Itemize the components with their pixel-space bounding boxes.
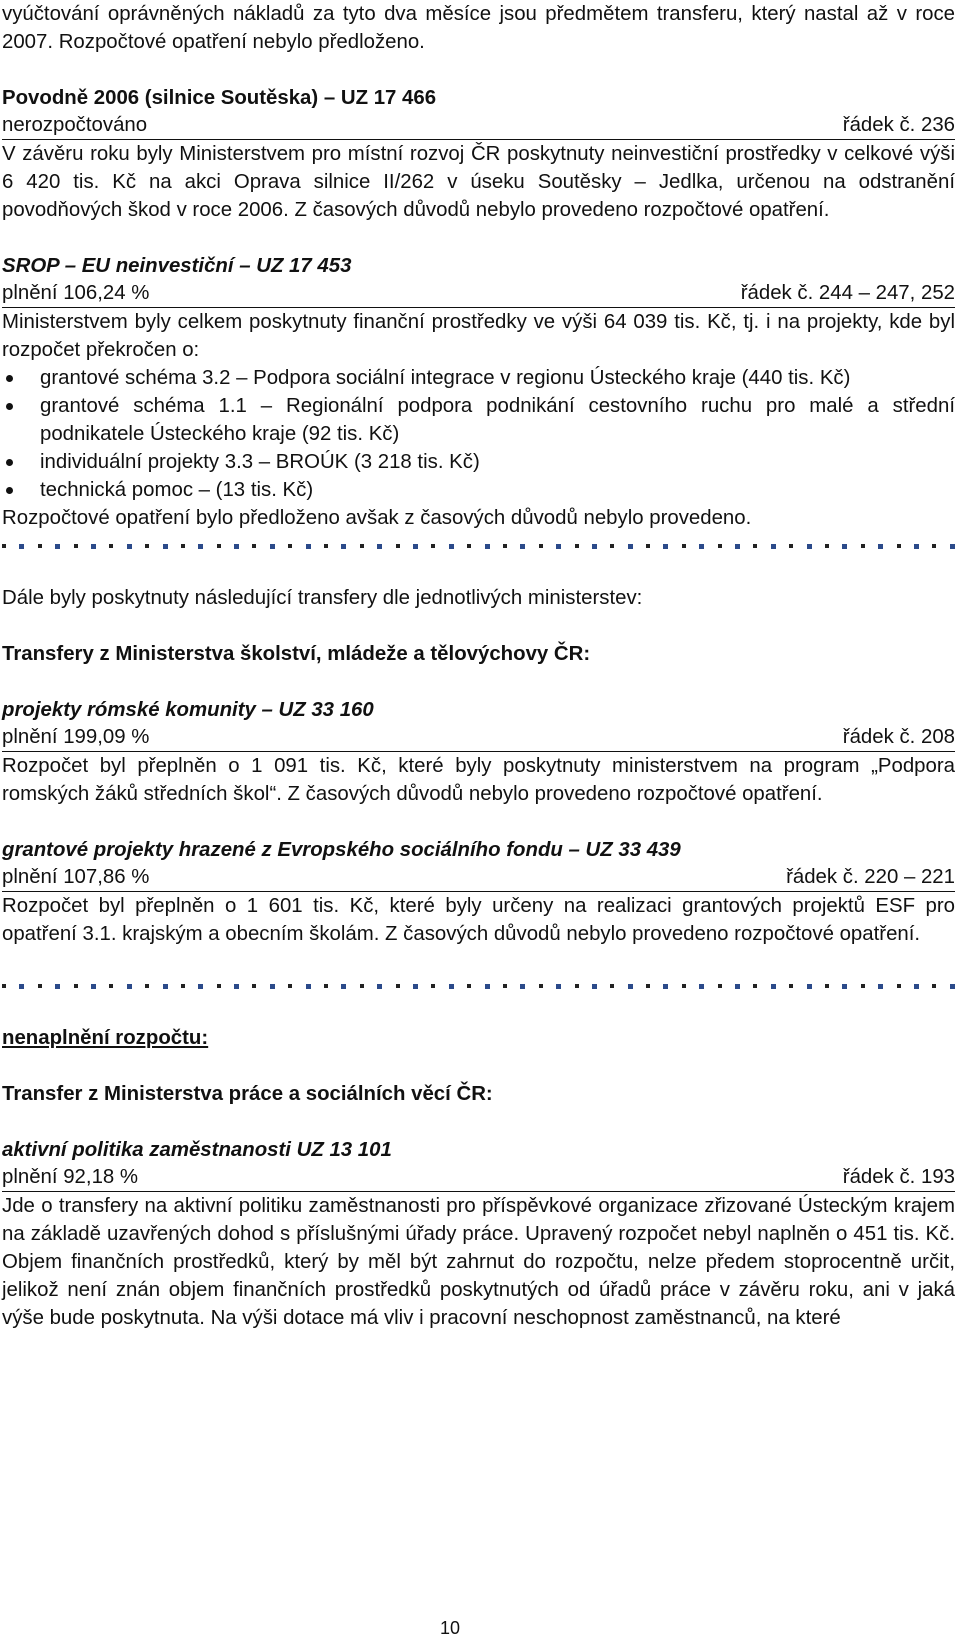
separator-dot <box>932 984 936 988</box>
separator-dot <box>217 544 221 548</box>
list-item: grantové schéma 3.2 – Podpora sociální integrace v regionu Ústeckého kraje (440 tis. Kč) <box>2 364 955 392</box>
separator-dot <box>270 544 275 549</box>
separator-dot <box>825 544 829 548</box>
separator-dot <box>288 984 292 988</box>
separator-dot <box>413 984 418 989</box>
separator-dot <box>861 544 865 548</box>
section-title-romske: projekty rómské komunity – UZ 33 160 <box>2 699 374 721</box>
section-text-srop: Ministerstvem byly celkem poskytnuty finanční prostředky ve výši 64 039 tis. Kč, tj. i na projekty, kde byl rozpočet překročen o: <box>2 311 955 361</box>
separator-dot <box>234 544 239 549</box>
separator-dot <box>771 544 776 549</box>
separator-dot <box>109 984 113 988</box>
separator-dot <box>127 984 132 989</box>
separator-dot <box>628 984 633 989</box>
separator-dot <box>324 984 328 988</box>
separator-dot <box>324 544 328 548</box>
separator-dot <box>539 984 543 988</box>
separator-dot <box>897 544 901 548</box>
list-item: grantové schéma 1.1 – Regionální podpora podnikání cestovního ruchu pro malé a střední podnikatele Ústeckého kraje (92 tis. Kč) <box>2 392 955 448</box>
separator-dot <box>252 544 256 548</box>
budget-row-ref: řádek č. 208 <box>842 726 955 748</box>
separator-dot <box>2 984 6 988</box>
dotted-separator <box>2 972 955 1000</box>
separator-dot <box>396 544 400 548</box>
separator-dot <box>91 984 96 989</box>
separator-dot <box>181 544 185 548</box>
separator-dot <box>360 984 364 988</box>
separator-dot <box>449 984 454 989</box>
separator-dot <box>556 984 561 989</box>
budget-status: nerozpočtováno <box>2 114 148 136</box>
separator-dot <box>145 984 149 988</box>
separator-dot <box>431 544 435 548</box>
separator-dot <box>38 544 42 548</box>
separator-dot <box>718 544 722 548</box>
bullet-icon <box>6 375 13 382</box>
separator-dot <box>646 544 650 548</box>
separator-dot <box>234 984 239 989</box>
budget-status: plnění 107,86 % <box>2 866 150 888</box>
separator-dot <box>467 544 471 548</box>
separator-dot <box>74 544 78 548</box>
separator-dot <box>341 984 346 989</box>
separator-dot <box>789 984 793 988</box>
separator-dot <box>145 544 149 548</box>
heading-mpsv: Transfer z Ministerstva práce a sociálních věcí ČR: <box>2 1083 493 1105</box>
separator-dot <box>109 544 113 548</box>
separator-dot <box>539 544 543 548</box>
separator-dot <box>575 984 579 988</box>
separator-dot <box>842 544 847 549</box>
separator-dot <box>950 544 955 549</box>
bullet-icon <box>6 459 13 466</box>
separator-dot <box>520 544 525 549</box>
separator-dot <box>19 544 24 549</box>
section-title-esf: grantové projekty hrazené z Evropského sociálního fondu – UZ 33 439 <box>2 839 681 861</box>
separator-dot <box>807 544 812 549</box>
separator-dot <box>485 984 490 989</box>
budget-row-ref: řádek č. 220 – 221 <box>786 866 955 888</box>
budget-status: plnění 92,18 % <box>2 1166 139 1188</box>
budget-line-esf <box>2 864 955 892</box>
separator-dot <box>718 984 722 988</box>
budget-status: plnění 106,24 % <box>2 282 150 304</box>
bullet-icon <box>6 403 13 410</box>
transfers-intro: Dále byly poskytnuty následující transfery dle jednotlivých ministerstev: <box>2 587 643 609</box>
separator-dot <box>503 544 507 548</box>
separator-dot <box>306 544 311 549</box>
separator-dot <box>663 544 668 549</box>
separator-dot <box>19 984 24 989</box>
separator-dot <box>198 984 203 989</box>
separator-dot <box>610 544 614 548</box>
budget-row-ref: řádek č. 236 <box>842 114 955 136</box>
separator-dot <box>878 544 883 549</box>
separator-dot <box>699 544 704 549</box>
separator-dot <box>467 984 471 988</box>
separator-dot <box>360 544 364 548</box>
separator-dot <box>306 984 311 989</box>
separator-dot <box>288 544 292 548</box>
separator-dot <box>520 984 525 989</box>
separator-dot <box>771 984 776 989</box>
budget-line-srop <box>2 280 955 308</box>
separator-dot <box>91 544 96 549</box>
section-text-apz: Jde o transfery na aktivní politiku zaměstnanosti pro příspěvkové organizace zřizované Ústeckým krajem na základě uzavřených dohod s příslušnými úřady práce. Upravený rozpočet nebyl naplněn o 451 tis. Kč. Objem finančních prostředků, který by měl být zahrnut do rozpočtu, nelze předem stoprocentně určit, jelikož není znán objem finančních prostředků poskytnutých od úřadů práce v závěru roku, ani v jaká výše bude poskytnuta. Na výši dotace má vliv i pracovní neschopnost zaměstnanců, na které <box>2 1195 955 1329</box>
bullet-icon <box>6 487 13 494</box>
separator-dot <box>55 984 60 989</box>
separator-dot <box>163 544 168 549</box>
separator-dot <box>377 984 382 989</box>
separator-dot <box>431 984 435 988</box>
separator-dot <box>592 544 597 549</box>
separator-dot <box>932 544 936 548</box>
separator-dot <box>198 544 203 549</box>
separator-dot <box>628 544 633 549</box>
separator-dot <box>575 544 579 548</box>
separator-dot <box>163 984 168 989</box>
separator-dot <box>878 984 883 989</box>
separator-dot <box>735 984 740 989</box>
separator-dot <box>914 984 919 989</box>
separator-dot <box>682 544 686 548</box>
heading-nenaplneni: nenaplnění rozpočtu: <box>2 1027 209 1049</box>
separator-dot <box>592 984 597 989</box>
section-text-esf: Rozpočet byl přeplněn o 1 601 tis. Kč, které byly určeny na realizaci grantových projektů ESF pro opatření 3.1. krajským a obecním školám. Z časových důvodů nebylo provedeno rozpočtové opatření. <box>2 895 955 945</box>
heading-msmt: Transfery z Ministerstva školství, mládeže a tělovýchovy ČR: <box>2 643 591 665</box>
separator-dot <box>663 984 668 989</box>
separator-dot <box>270 984 275 989</box>
budget-line-romske <box>2 724 955 752</box>
budget-row-ref: řádek č. 244 – 247, 252 <box>740 282 955 304</box>
separator-dot <box>413 544 418 549</box>
separator-dot <box>861 984 865 988</box>
separator-dot <box>556 544 561 549</box>
separator-dot <box>449 544 454 549</box>
section-closing-srop: Rozpočtové opatření bylo předloženo avšak z časových důvodů nebylo provedeno. <box>2 507 752 529</box>
document-body <box>2 0 955 1332</box>
separator-dot <box>74 984 78 988</box>
section-title-srop: SROP – EU neinvestiční – UZ 17 453 <box>2 255 352 277</box>
section-title-apz: aktivní politika zaměstnanosti UZ 13 101 <box>2 1139 392 1161</box>
section-title-povodne: Povodně 2006 (silnice Soutěska) – UZ 17 466 <box>2 87 437 109</box>
intro-paragraph: vyúčtování oprávněných nákladů za tyto dva měsíce jsou předmětem transferu, který nastal až v roce 2007. Rozpočtové opatření nebylo předloženo. <box>2 3 955 53</box>
separator-dot <box>753 544 757 548</box>
separator-dot <box>341 544 346 549</box>
separator-dot <box>914 544 919 549</box>
separator-dot <box>252 984 256 988</box>
separator-dot <box>753 984 757 988</box>
separator-dot <box>503 984 507 988</box>
separator-dot <box>610 984 614 988</box>
separator-dot <box>699 984 704 989</box>
separator-dot <box>38 984 42 988</box>
section-text-romske: Rozpočet byl přeplněn o 1 091 tis. Kč, které byly poskytnuty ministerstvem na program „Podpora romských žáků středních škol“. Z časových důvodů nebylo provedeno rozpočtové opatření. <box>2 755 955 805</box>
list-item: individuální projekty 3.3 – BROÚK (3 218 tis. Kč) <box>2 448 955 476</box>
separator-dot <box>485 544 490 549</box>
separator-dot <box>181 984 185 988</box>
separator-dot <box>217 984 221 988</box>
page-number: 10 <box>439 1618 461 1638</box>
separator-dot <box>396 984 400 988</box>
separator-dot <box>825 984 829 988</box>
budget-line-apz <box>2 1164 955 1192</box>
budget-line-povodne <box>2 112 955 140</box>
separator-dot <box>735 544 740 549</box>
section-text-povodne: V závěru roku byly Ministerstvem pro místní rozvoj ČR poskytnuty neinvestiční prostředky v celkové výši 6 420 tis. Kč na akci Oprava silnice II/262 v úseku Soutěsky – Jedlka, určenou na odstranění povodňových škod v roce 2006. Z časových důvodů nebylo provedeno rozpočtové opatření. <box>2 143 955 221</box>
list-item: technická pomoc – (13 tis. Kč) <box>2 476 955 504</box>
separator-dot <box>682 984 686 988</box>
budget-row-ref: řádek č. 193 <box>842 1166 955 1188</box>
separator-dot <box>897 984 901 988</box>
separator-dot <box>789 544 793 548</box>
bullet-list-srop <box>2 364 955 504</box>
separator-dot <box>842 984 847 989</box>
dotted-separator <box>2 532 955 560</box>
separator-dot <box>807 984 812 989</box>
separator-dot <box>2 544 6 548</box>
separator-dot <box>55 544 60 549</box>
separator-dot <box>646 984 650 988</box>
separator-dot <box>950 984 955 989</box>
budget-status: plnění 199,09 % <box>2 726 150 748</box>
separator-dot <box>377 544 382 549</box>
separator-dot <box>127 544 132 549</box>
